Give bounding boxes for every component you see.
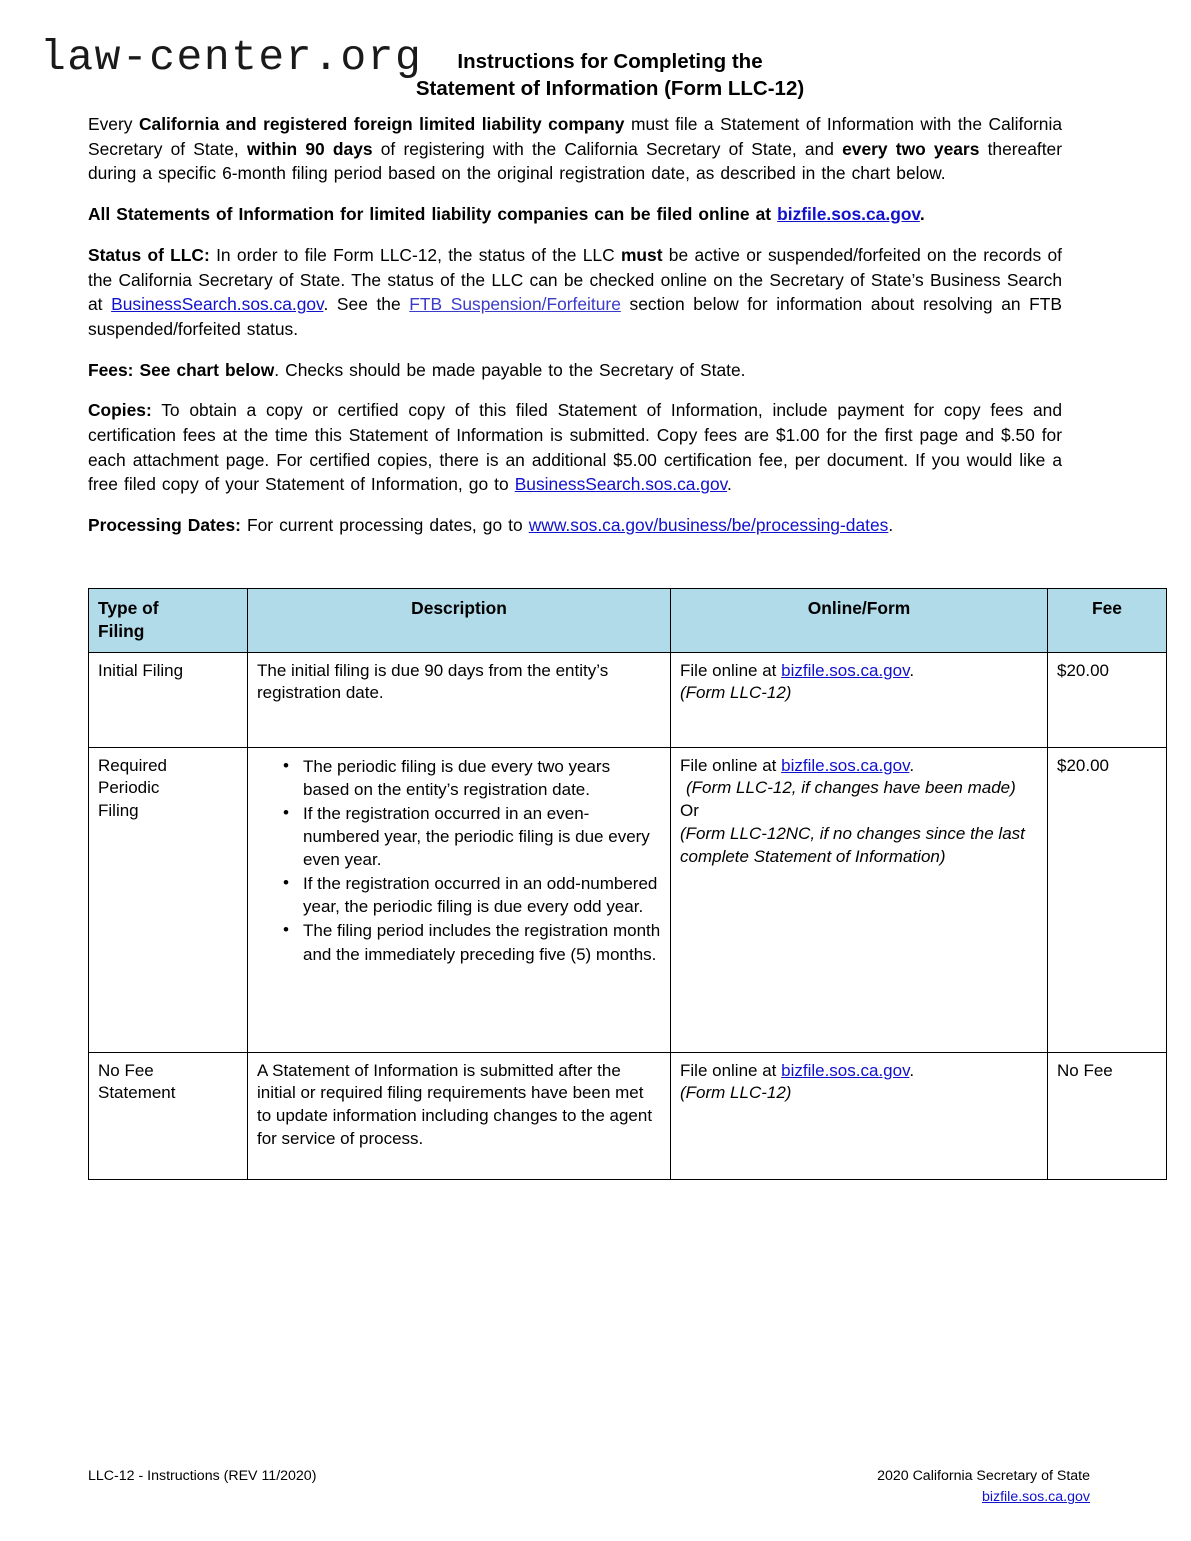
list-item: • If the registration occurred in an even-numbered year, the periodic filing is due every even year. <box>283 802 661 871</box>
fees-text-rest: . Checks should be made payable to the Secretary of State. <box>274 359 746 380</box>
link-business-search-copies[interactable]: BusinessSearch.sos.ca.gov <box>514 474 728 495</box>
initial-form-suffix: . <box>909 660 915 680</box>
periodic-bullet-list <box>257 755 661 966</box>
link-processing-dates[interactable]: www.sos.ca.gov/business/be/processing-dates <box>528 515 889 536</box>
initial-form-line-1 <box>680 660 1038 683</box>
list-item: • If the registration occurred in an odd-numbered year, the periodic filing is due every odd year. <box>283 872 661 918</box>
intro-text-d: of registering with the California Secretary of State, and <box>372 138 843 159</box>
status-text-c: . See the <box>323 294 410 315</box>
status-text-d: section below for information about resolving an FTB suspended/forfeited status. <box>88 294 1063 339</box>
column-header-fee: Fee <box>1048 589 1167 653</box>
filing-chart-table <box>88 588 1167 1180</box>
cell-online-form-initial-filing <box>671 652 1048 747</box>
table-header-row <box>89 589 1167 653</box>
intro-text-e: thereafter during a specific 6-month filing period based on the original registration date, as described in the chart below. <box>88 138 1063 184</box>
periodic-form-or: Or <box>680 801 699 821</box>
cell-fee-required-periodic-filing: $20.00 <box>1048 747 1167 1052</box>
cell-description-no-fee-statement: A Statement of Information is submitted after the initial or required filing requirements have been met to update information including changes to the agent for service of process. <box>248 1052 671 1179</box>
copies-text-a: To obtain a copy or certified copy of this filed Statement of Information, include payment for copy fees and certification fees at the time this Statement of Information is submitted. Copy fees are $1.00 for the first page and $.50 for each attachment page. For certified copies, there is an additional $5.00 certification fee, per document. If you would like a free filed copy of your Statement of Information, go to <box>88 400 1062 495</box>
periodic-form-line-1 <box>680 755 1038 778</box>
periodic-form-italic-1: (Form LLC-12, if changes have been made) <box>686 778 1016 798</box>
cell-online-form-required-periodic-filing <box>671 747 1048 1052</box>
periodic-type-line-3: Filing <box>98 801 139 821</box>
status-text-b: be active or suspended/forfeited on the records of the California Secretary of State. The status of the LLC can be checked online on the Secretary of State’s Business Search at <box>88 244 1062 315</box>
nofee-form-italic-1: (Form LLC-12) <box>680 1083 792 1103</box>
table-row <box>89 652 1167 747</box>
link-bizfile-footer[interactable]: bizfile.sos.ca.gov <box>981 1489 1090 1506</box>
paragraph-status-of-llc <box>88 243 1062 342</box>
periodic-type-line-2: Periodic <box>98 778 160 798</box>
cell-online-form-no-fee-statement <box>671 1052 1048 1179</box>
nofee-form-prefix: File online at <box>680 1060 782 1080</box>
column-header-type-line-1: Type of <box>98 598 159 618</box>
online-filing-period: . <box>919 204 925 225</box>
paragraph-online-filing <box>88 202 1062 227</box>
nofee-type-line-2: Statement <box>98 1083 176 1103</box>
paragraph-fees <box>88 358 1062 383</box>
list-item: • The filing period includes the registration month and the immediately preceding five (5) months. <box>283 919 661 965</box>
cell-type-initial-filing: Initial Filing <box>89 652 248 747</box>
processing-text-b: . <box>888 515 894 536</box>
column-header-type-of-filing <box>89 589 248 653</box>
filing-chart-header <box>89 589 1167 653</box>
intro-text-c: must file a Statement of Information with the California Secretary of State, <box>88 114 1062 159</box>
cell-description-initial-filing: The initial filing is due 90 days from the entity’s registration date. <box>248 652 671 747</box>
intro-bold-90days: within 90 days <box>246 138 373 159</box>
intro-text-a: Every <box>88 114 139 134</box>
fees-bold-chart: See chart below <box>133 359 275 380</box>
cell-fee-no-fee-statement: No Fee <box>1048 1052 1167 1179</box>
footer-agency-block <box>877 1466 1090 1509</box>
periodic-form-italic-2: (Form LLC-12NC, if no changes since the last complete Statement of Information) <box>680 823 1025 866</box>
link-ftb-suspension-forfeiture[interactable]: FTB Suspension/Forfeiture <box>409 294 621 315</box>
status-text-a: In order to file Form LLC-12, the status of the LLC <box>209 244 621 265</box>
initial-form-prefix: File online at <box>680 660 782 680</box>
link-business-search-status[interactable]: BusinessSearch.sos.ca.gov <box>111 294 324 315</box>
page-title-line-2: Statement of Information (Form LLC-12) <box>415 77 805 101</box>
cell-description-required-periodic-filing <box>248 747 671 1052</box>
intro-bold-every-two-years: every two years <box>842 138 980 159</box>
paragraph-processing-dates <box>88 513 1062 538</box>
processing-text-a: For current processing dates, go to <box>240 515 529 536</box>
page-footer <box>88 1466 1090 1509</box>
link-bizfile-periodic[interactable]: bizfile.sos.ca.gov <box>781 755 910 775</box>
nofee-form-suffix: . <box>909 1060 915 1080</box>
column-header-online-form: Online/Form <box>671 589 1048 653</box>
cell-fee-initial-filing: $20.00 <box>1048 652 1167 747</box>
document-body <box>88 112 1062 538</box>
watermark-law-center: law-center.org <box>40 33 423 82</box>
status-bold-must: must <box>620 244 663 265</box>
paragraph-copies <box>88 398 1062 497</box>
nofee-type-line-1: No Fee <box>98 1060 154 1080</box>
link-bizfile-nofee[interactable]: bizfile.sos.ca.gov <box>781 1060 910 1080</box>
online-filing-text: All Statements of Information for limited liability companies can be filed online at <box>88 204 778 225</box>
column-header-description: Description <box>248 589 671 653</box>
table-row <box>89 1052 1167 1179</box>
cell-type-required-periodic-filing <box>89 747 248 1052</box>
periodic-form-suffix: . <box>909 755 915 775</box>
nofee-form-line-1 <box>680 1060 1038 1083</box>
footer-agency-name: 2020 California Secretary of State <box>877 1468 1090 1484</box>
initial-form-italic-1: (Form LLC-12) <box>680 683 792 703</box>
column-header-type-line-2: Filing <box>98 621 145 642</box>
processing-label: Processing Dates: <box>88 515 241 536</box>
paragraph-intro <box>88 112 1062 186</box>
link-bizfile-initial[interactable]: bizfile.sos.ca.gov <box>781 660 910 680</box>
cell-type-no-fee-statement <box>89 1052 248 1179</box>
copies-text-b: . <box>727 474 732 495</box>
periodic-type-line-1: Required <box>98 755 167 775</box>
table-row <box>89 747 1167 1052</box>
list-item: • The periodic filing is due every two years based on the entity’s registration date. <box>283 755 661 801</box>
fees-label: Fees: <box>88 359 134 380</box>
page-title-line-1: Instructions for Completing the <box>457 50 763 73</box>
filing-chart-body <box>89 652 1167 1179</box>
status-label: Status of LLC: <box>88 244 210 265</box>
periodic-form-prefix: File online at <box>680 755 782 775</box>
intro-bold-entity: California and registered foreign limited liability company <box>138 114 625 134</box>
link-bizfile-intro[interactable]: bizfile.sos.ca.gov <box>777 204 920 225</box>
footer-form-revision: LLC-12 - Instructions (REV 11/2020) <box>88 1468 317 1484</box>
copies-label: Copies: <box>88 400 152 421</box>
